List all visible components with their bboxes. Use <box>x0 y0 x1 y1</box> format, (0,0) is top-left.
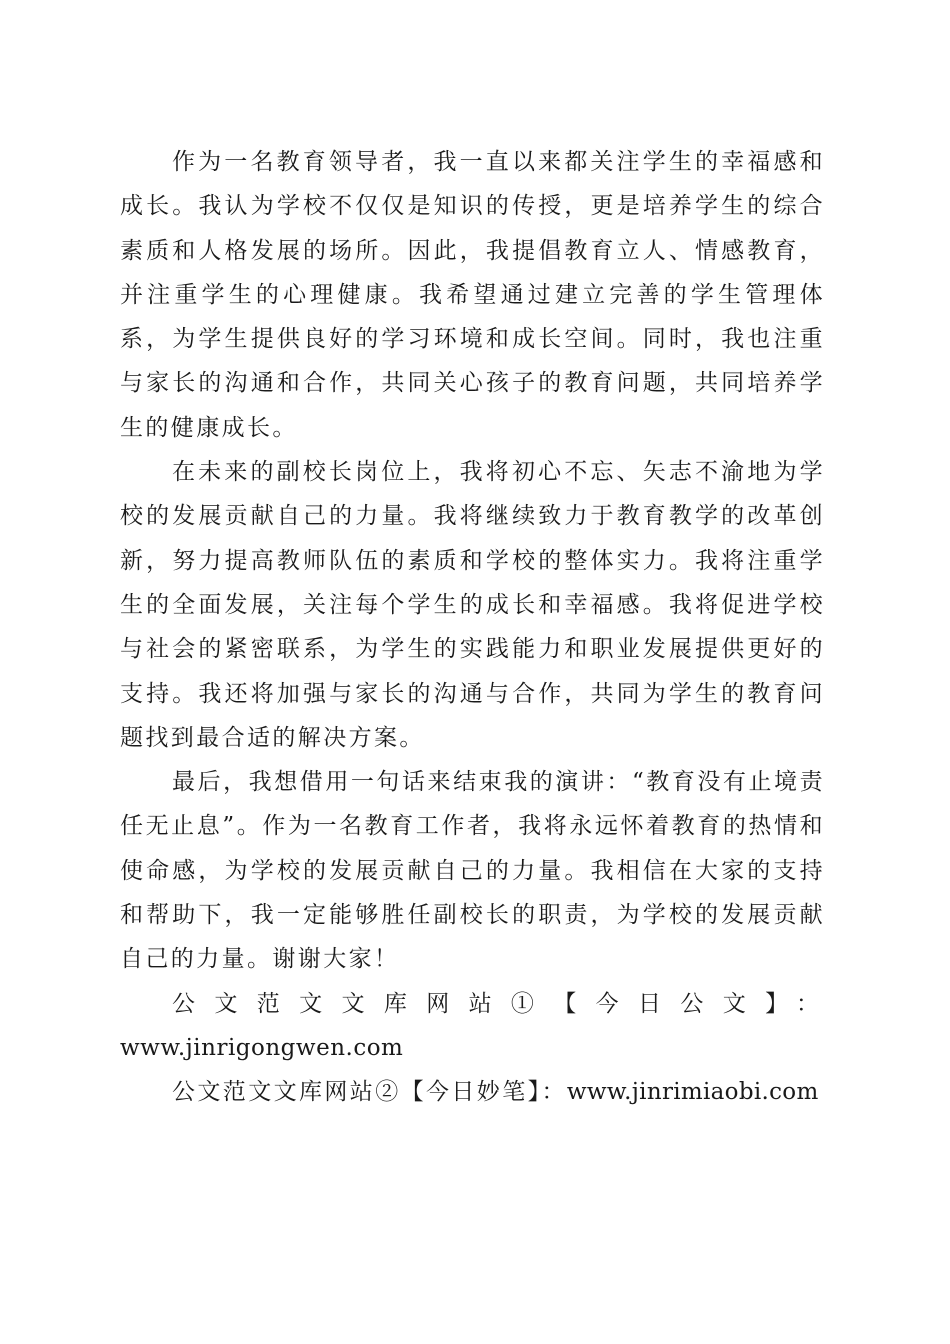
site1-label: 公文范文文库网站①【今日公文】： <box>172 990 825 1017</box>
paragraph-3: 最后，我想借用一句话来结束我的演讲：“教育没有止境责任无止息”。作为一名教育工作者，我将永远怀着教育的热情和使命感，为学校的发展贡献自己的力量。我相信在大家的支持和帮助下，我一定能够胜任副校长的职责，为学校的发展贡献自己的力量。谢谢大家！ <box>120 769 825 973</box>
site2-label: 公文范文文库网站②【今日妙笔】： <box>172 1079 567 1106</box>
site2-line <box>120 1070 825 1114</box>
paragraph-1: 作为一名教育领导者，我一直以来都关注学生的幸福感和成长。我认为学校不仅仅是知识的传授，更是培养学生的综合素质和人格发展的场所。因此，我提倡教育立人、情感教育，并注重学生的心理健康。我希望通过建立完善的学生管理体系，为学生提供良好的学习环境和成长空间。同时，我也注重与家长的沟通和合作，共同关心孩子的教育问题，共同培养学生的健康成长。 <box>120 149 825 441</box>
document-body <box>120 140 825 1115</box>
site2-url[interactable]: www.jinrimiaobi.com <box>566 1079 819 1106</box>
site1-url[interactable]: www.jinrigongwen.com <box>120 1034 404 1061</box>
paragraph-2: 在未来的副校长岗位上，我将初心不忘、矢志不渝地为学校的发展贡献自己的力量。我将继续致力于教育教学的改革创新，努力提高教师队伍的素质和学校的整体实力。我将注重学生的全面发展，关注每个学生的成长和幸福感。我将促进学校与社会的紧密联系，为学生的实践能力和职业发展提供更好的支持。我还将加强与家长的沟通与合作，共同为学生的教育问题找到最合适的解决方案。 <box>120 459 825 751</box>
